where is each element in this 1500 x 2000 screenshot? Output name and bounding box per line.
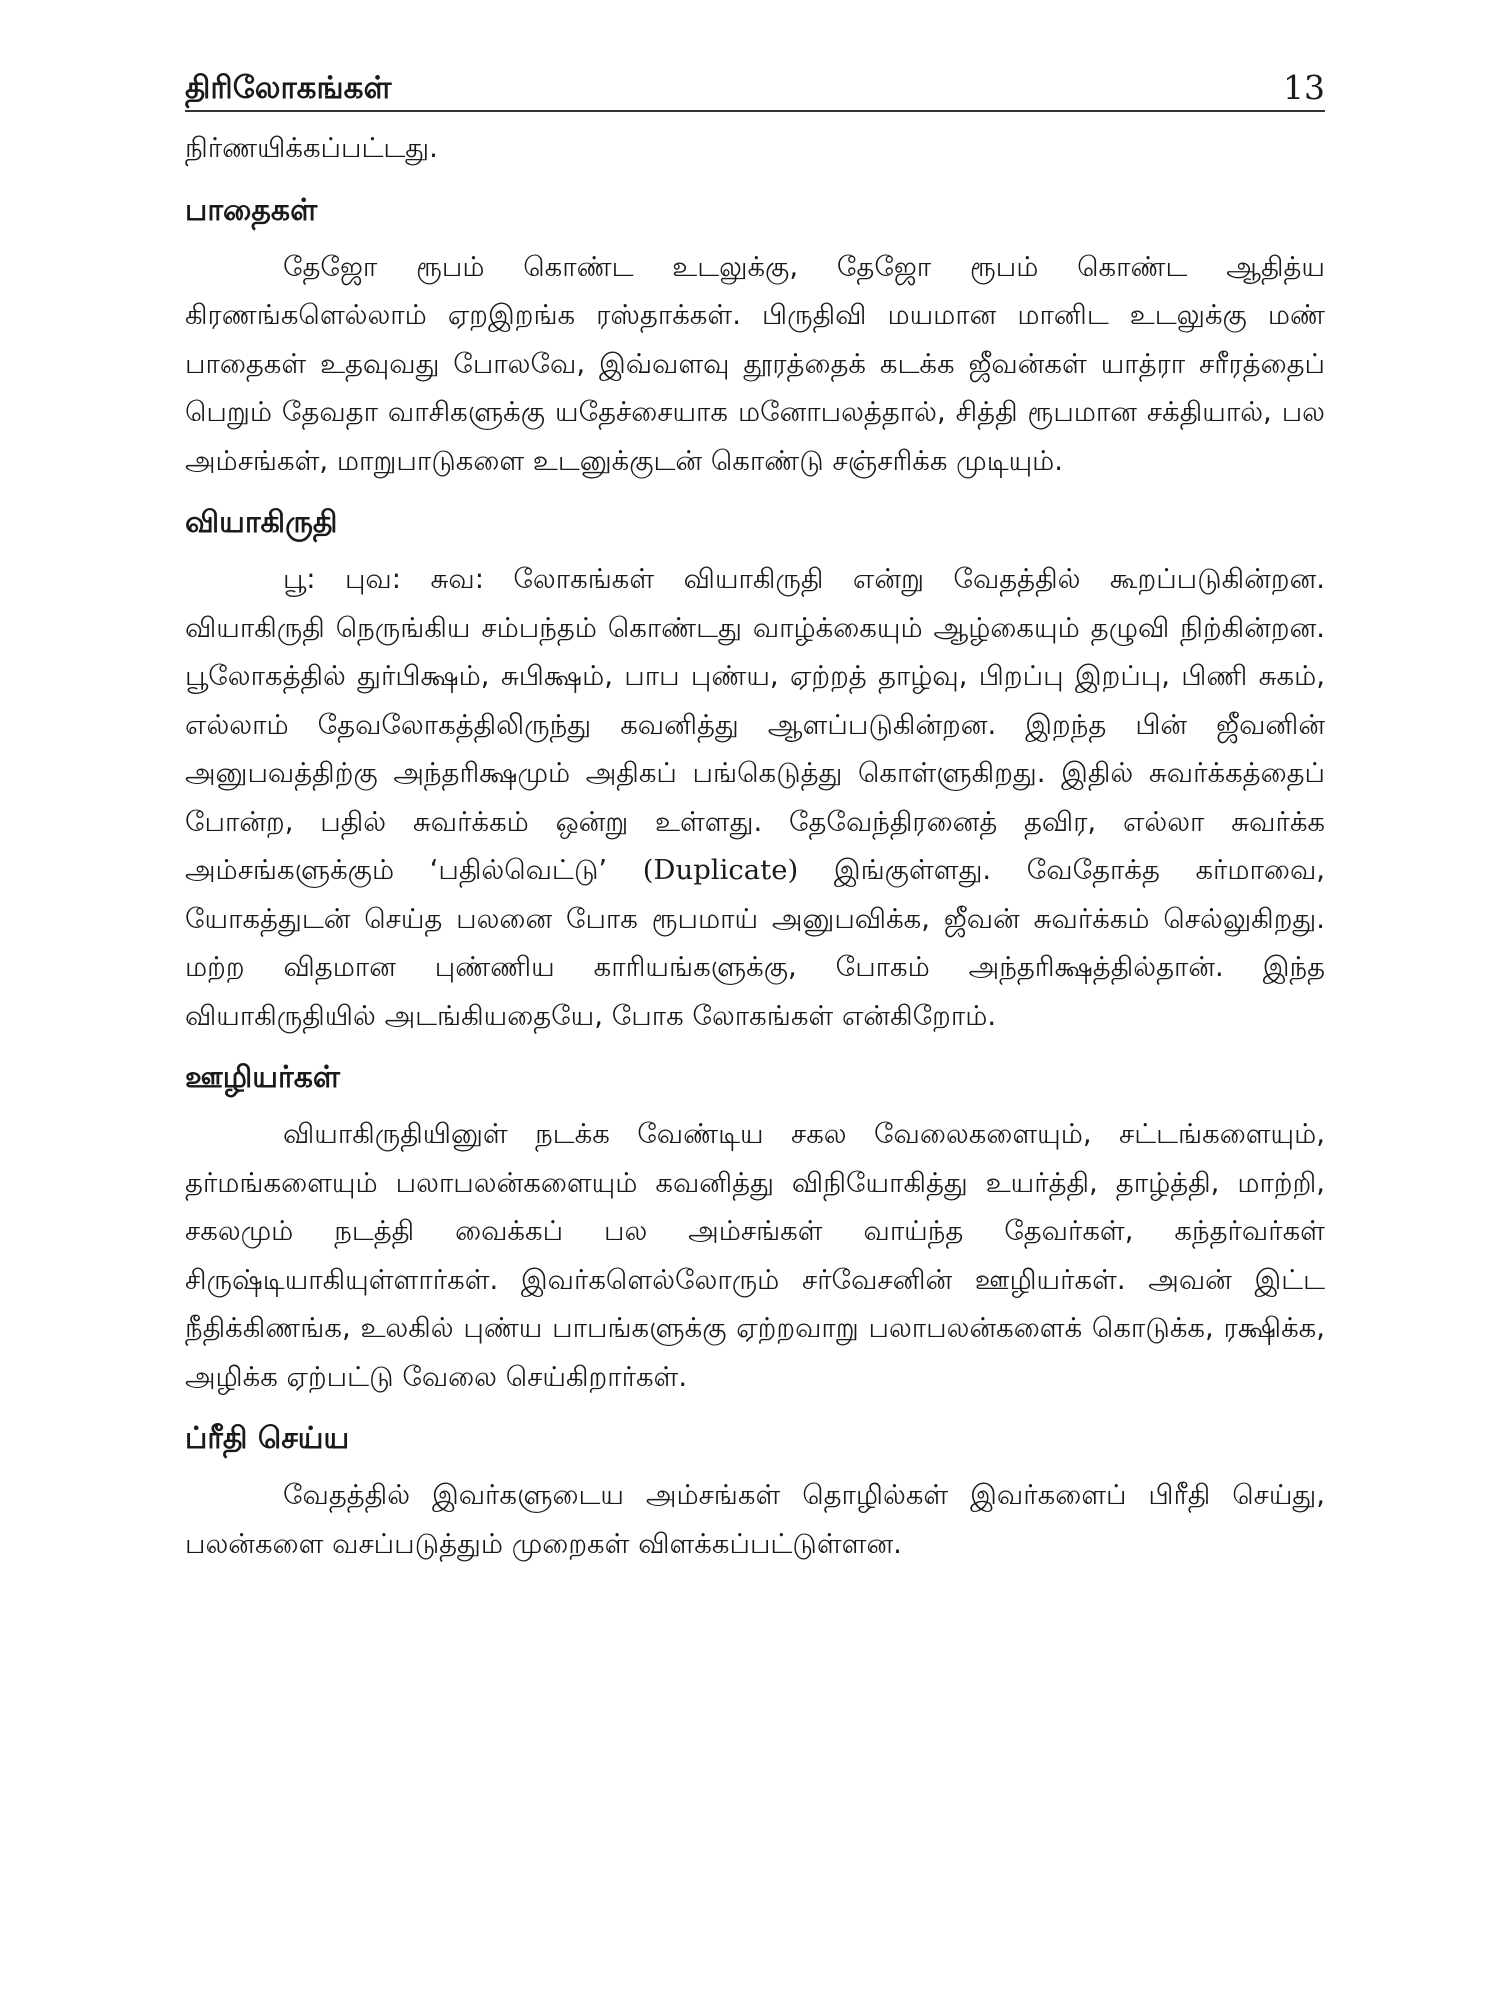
section-paragraph — [185, 555, 1325, 1040]
section-heading: ஊழியர்கள் — [185, 1060, 340, 1095]
section-oozhiyargal — [185, 1056, 1325, 1401]
section-paragraph: வேதத்தில் இவர்களுடைய அம்சங்கள் தொழில்கள் இவர்களைப் பிரீதி செய்து, பலன்களை வசப்படுத்தும் முறைகள் விளக்கப்பட்டுள்ளன. — [185, 1479, 1325, 1560]
section-heading: பாதைகள் — [185, 192, 318, 228]
running-title: திரிலோகங்கள் — [185, 70, 392, 106]
section-paragraph: தேஜோ ரூபம் கொண்ட உடலுக்கு, தேஜோ ரூபம் கொண்ட ஆதித்ய கிரணங்களெல்லாம் ஏறஇறங்க ரஸ்தாக்கள். பிருதிவி மயமான மானிட உடலுக்கு மண் பாதைகள் உதவுவது போலவே, இவ்வளவு தூரத்தைக் கடக்க ஜீவன்கள் யாத்ரா சரீரத்தைப் பெறும் தேவதா வாசிகளுக்கு யதேச்சையாக மனோபலத்தால், சித்தி ரூபமான சக்தியால், பல அம்சங்கள், மாறுபாடுகளை உடனுக்குடன் கொண்டு சஞ்சரிக்க முடியும். — [185, 250, 1325, 477]
section-preethi-seyya — [185, 1417, 1325, 1568]
english-term: (Duplicate) — [642, 854, 799, 886]
section-paragraph: வியாகிருதியினுள் நடக்க வேண்டிய சகல வேலைகளையும், சட்டங்களையும், தர்மங்களையும் பலாபலன்களையும் கவனித்து விநியோகித்து உயர்த்தி, தாழ்த்தி, மாற்றி, சகலமும் நடத்தி வைக்கப் பல அம்சங்கள் வாய்ந்த தேவர்கள், கந்தர்வர்கள் சிருஷ்டியாகியுள்ளார்கள். இவர்களெல்லோரும் சர்வேசனின் ஊழியர்கள். அவன் இட்ட நீதிக்கிணங்க, உலகில் புண்ய பாபங்களுக்கு ஏற்றவாறு பலாபலன்களைக் கொடுக்க, ரக்ஷிக்க, அழிக்க ஏற்பட்டு வேலை செய்கிறார்கள். — [185, 1118, 1325, 1393]
paragraph-text-part: பூ: புவ: சுவ: லோகங்கள் வியாகிருதி என்று வேதத்தில் கூறப்படுகின்றன. வியாகிருதி நெருங்கிய சம்பந்தம் கொண்டது வாழ்க்கையும் ஆழ்கையும் தழுவி நிற்கின்றன. பூலோகத்தில் துர்பிக்ஷம், சுபிக்ஷம், பாப புண்ய, ஏற்றத் தாழ்வு, பிறப்பு இறப்பு, பிணி சுகம், எல்லாம் தேவலோகத்திலிருந்து கவனித்து ஆளப்படுகின்றன. இறந்த பின் ஜீவனின் அனுபவத்திற்கு அந்தரிக்ஷமும் அதிகப் பங்கெடுத்து கொள்ளுகிறது. இதில் சுவர்க்கத்தைப் போன்ற, பதில் சுவர்க்கம் ஒன்று உள்ளது. தேவேந்திரனைத் தவிர, எல்லா சுவர்க்க அம்சங்களுக்கும் ‘பதில்வெட்டு’ — [185, 563, 1325, 886]
page-number: 13 — [1283, 68, 1325, 107]
section-vyakriti — [185, 501, 1325, 1040]
section-heading: வியாகிருதி — [185, 505, 338, 540]
page-header — [185, 60, 1325, 112]
section-heading: ப்ரீதி செய்ய — [185, 1421, 350, 1456]
continuation-line: நிர்ணயிக்கப்பட்டது. — [185, 132, 438, 164]
section-paathaigal — [185, 189, 1325, 486]
paragraph-text-part: இங்குள்ளது. வேதோக்த கர்மாவை, யோகத்துடன் செய்த பலனை போக ரூபமாய் அனுபவிக்க, ஜீவன் சுவர்க்கம் செல்லுகிறது. மற்ற விதமான புண்ணிய காரியங்களுக்கு, போகம் அந்தரிக்ஷத்தில்தான். இந்த வியாகிருதியில் அடங்கியதையே, போக லோகங்கள் என்கிறோம். — [185, 854, 1326, 1032]
book-page — [185, 60, 1325, 1568]
